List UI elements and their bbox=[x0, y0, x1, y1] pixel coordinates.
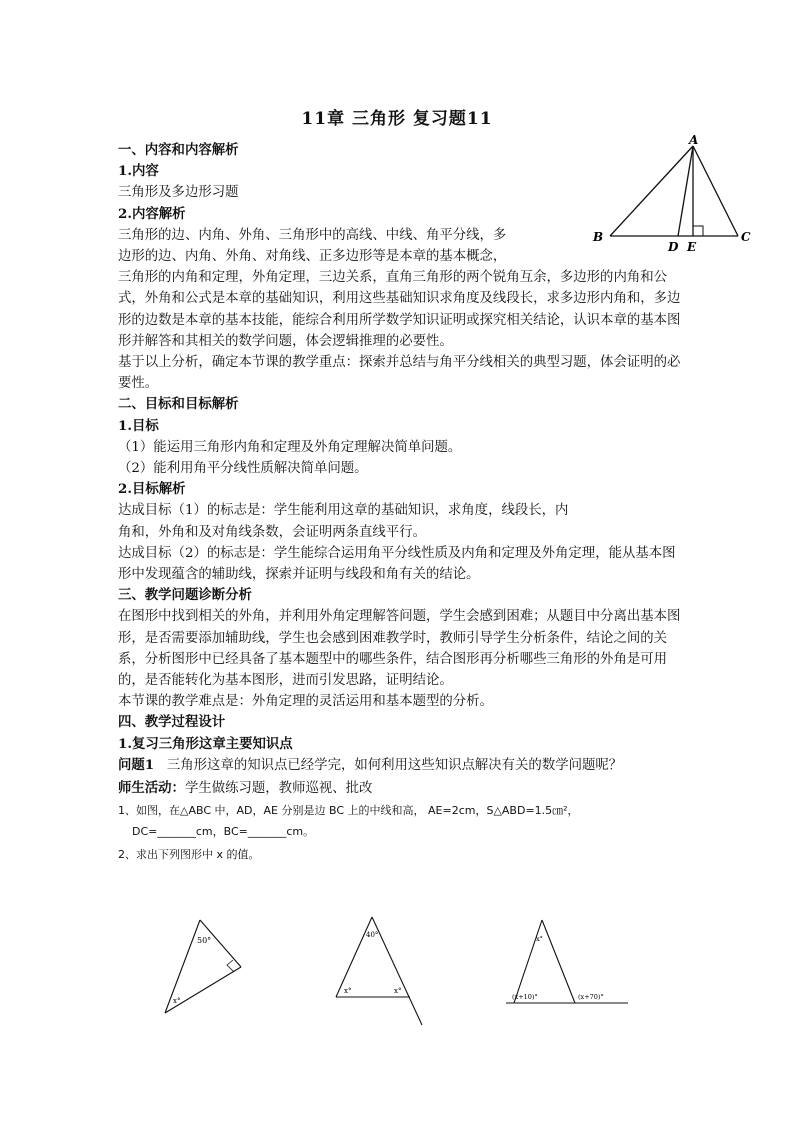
activity-text: 学生做练习题，教师巡视、批改 bbox=[184, 781, 373, 797]
section-1-sub1-heading: 1.内容 bbox=[118, 163, 159, 180]
section-2-heading: 二、目标和目标解析 bbox=[118, 396, 239, 413]
problem-1-text: 三角形这章的知识点已经学完，如何利用这些知识点解决有关的数学问题呢？ bbox=[166, 757, 623, 773]
section-2-goal2: （2）能利用角平分线性质解决简单问题。 bbox=[118, 461, 368, 477]
section-1-sub1-text: 三角形及多边形习题 bbox=[118, 185, 239, 201]
section-1-heading: 一、内容和内容解析 bbox=[118, 142, 239, 158]
figure-2-triangle bbox=[330, 915, 430, 1030]
fig1-x-label: x° bbox=[173, 997, 181, 1005]
problem-1-label: 问题1 bbox=[118, 756, 155, 773]
main-content bbox=[118, 140, 683, 864]
label-b: B bbox=[593, 230, 604, 244]
section-1-sub2-heading: 2.内容解析 bbox=[118, 205, 186, 222]
page-title: 11章 三角形 复习题11 bbox=[301, 109, 493, 129]
label-a: A bbox=[689, 133, 699, 147]
section-1-p2: 三角形的内角和定理，外角定理，三边关系，直角三角形的两个锐角互余，多边形的内角和公式，外角和公式是本章的基础知识，利用这些基础知识求角度及线段长，求多边形内角和，多边形的边数是本章的基本技能，能综合利用所学数学知识证明或探究相关结论，认识本章的基本图形并解答和其相关的数学问题，体会逻辑推理的必要性。 bbox=[118, 270, 681, 349]
fig3-right-label: (x+70)° bbox=[578, 993, 604, 1001]
figure-1-right-triangle bbox=[155, 915, 255, 1020]
section-2-sub1-heading: 1.目标 bbox=[118, 417, 159, 434]
section-4-heading: 四、教学过程设计 bbox=[118, 714, 226, 731]
section-1-p1-line1: 三角形的边、内角、外角、三角形中的高线、中线、角平分线，多 bbox=[118, 227, 507, 243]
section-2-goal1: （1）能运用三角形内角和定理及外角定理解决简单问题。 bbox=[118, 439, 462, 455]
label-c: C bbox=[741, 230, 751, 244]
section-3-p2: 本节课的教学难点是：外角定理的灵活运用和基本题型的分析。 bbox=[118, 694, 493, 710]
section-2-p1: 达成目标（1）的标志是：学生能利用这章的基础知识，求角度，线段长，内角和，外角和及对角线条数，会证明两条直线平行。 bbox=[118, 503, 569, 540]
figure-3-triangle bbox=[500, 915, 630, 1010]
fig2-x-left-label: x° bbox=[344, 987, 352, 995]
problem-1 bbox=[118, 755, 683, 776]
section-1-p1-line2: 边形的边、内角、外角、对角线、正多边形等是本章的基本概念， bbox=[118, 249, 507, 265]
fig1-angle-label: 50° bbox=[197, 936, 212, 945]
label-d: D bbox=[668, 240, 679, 254]
section-2-sub2-heading: 2.目标解析 bbox=[118, 481, 186, 498]
fig3-left-label: (x+10)° bbox=[512, 993, 538, 1001]
section-1-p3: 基于以上分析，确定本节课的教学重点：探索并总结与角平分线相关的典型习题，体会证明的必要性。 bbox=[118, 355, 681, 392]
question-1-line1: 1、如图，在△ABC 中，AD，AE 分别是边 BC 上的中线和高， AE=2cm，S△ABD=1.5㎝²， bbox=[118, 804, 579, 818]
section-3-heading: 三、教学问题诊断分析 bbox=[118, 587, 252, 604]
section-4-sub1-heading: 1.复习三角形这章主要知识点 bbox=[118, 735, 293, 752]
question-1-line2: DC=_______cm，BC=_______cm。 bbox=[132, 825, 315, 839]
question-2: 2、求出下列图形中 x 的值。 bbox=[118, 848, 260, 862]
activity-label: 师生活动： bbox=[118, 780, 185, 797]
section-3-p1: 在图形中找到相关的外角，并利用外角定理解答问题，学生会感到困难；从题目中分离出基本图形，是否需要添加辅助线，学生也会感到困难教学时，教师引导学生分析条件，结论之间的关系，分析图形中已经具备了基本题型中的哪些条件，结合图形再分析哪些三角形的外角是可用的，是否能转化为基本图形，进而引发思路，证明结论。 bbox=[118, 609, 681, 689]
fig2-angle-label: 40° bbox=[366, 931, 379, 939]
fig3-top-label: x° bbox=[536, 935, 543, 943]
fig2-x-right-label: x° bbox=[394, 987, 402, 995]
activity-line bbox=[118, 778, 683, 799]
label-e: E bbox=[687, 240, 697, 254]
section-2-p2: 达成目标（2）的标志是：学生能综合运用角平分线性质及内角和定理及外角定理，能从基本图形中发现蕴含的辅助线，探索并证明与线段和角有关的结论。 bbox=[118, 545, 676, 583]
